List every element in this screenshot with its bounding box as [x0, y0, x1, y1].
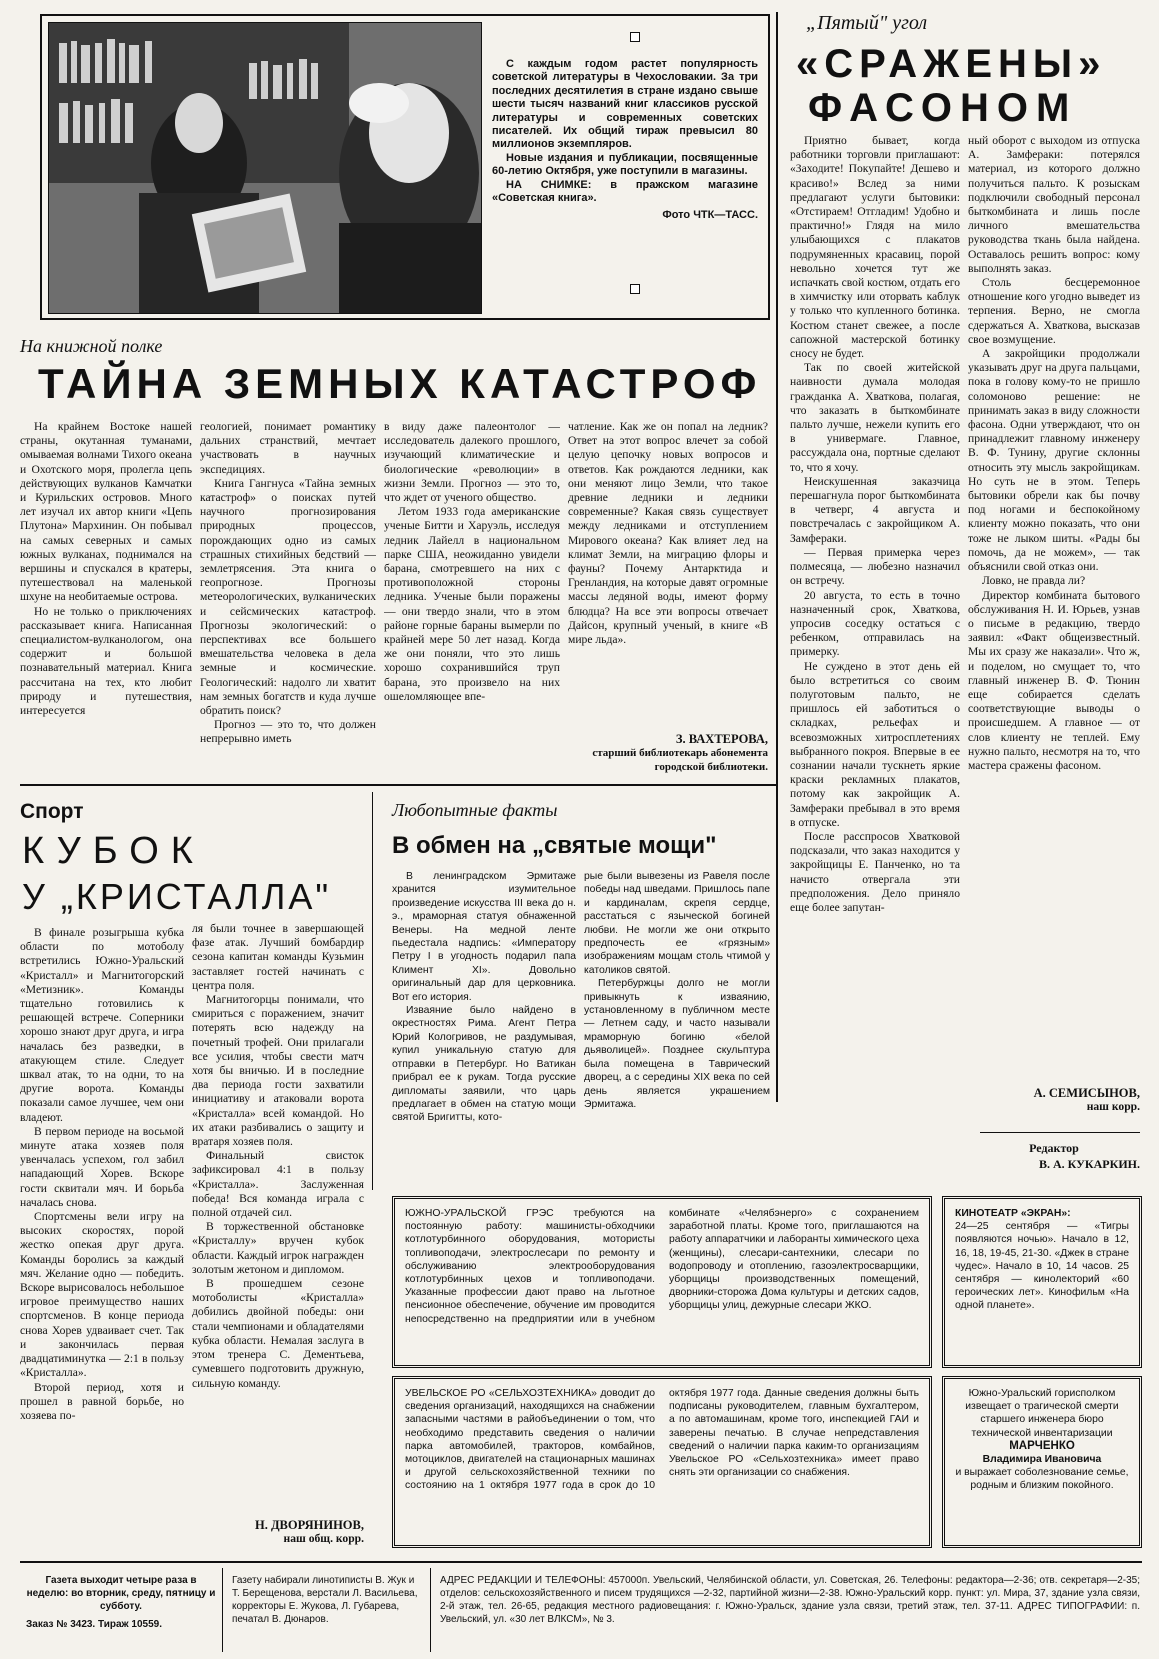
- photo-frame: [40, 14, 770, 320]
- paragraph: После расспросов Хватковой подсказали, что заказ находится у закройщицы Е. Панченко, но та начисто отвергала эти предположения. Дело приняло еще более запутан-: [790, 829, 960, 914]
- column-divider: [372, 792, 373, 1190]
- paragraph: Но не только о приключениях рассказывает книга. Написанная специалистом-вулканологом, она содержит и большой познавательный материал. Книга рассчитана на тех, кто любит природу и путешествия, интересуется: [20, 604, 192, 718]
- sport-rubric: Спорт: [20, 800, 84, 823]
- corner-marker: [630, 284, 640, 294]
- ad-gres: [392, 1196, 932, 1368]
- paragraph: В первом периоде на восьмой минуте атака хозяев поля увенчалась успехом, гол забил нападающий Хорев. Вскоре гости сквитали мяч. И борьба началась снова.: [20, 1124, 184, 1209]
- paragraph: Ловко, не правда ли?: [982, 574, 1086, 588]
- author-role: старший библиотекарь абонемента городской библиотеки.: [592, 747, 768, 773]
- facts-headline: В обмен на „святые мощи": [392, 832, 717, 859]
- paragraph: Летом 1933 года американские ученые Битти и Харуэль, исследуя ледник Лайелл в национальном парке США, неожиданно увидели барана, смотревшего на них с противоположной стороны ледника. Ученые были поражены — они твердо знали, что в этом районе горные бараны вымерли по крайней мере 50 лет назад. Когда же они поняли, что это лишь хорошо сохранившийся труп барана, это произвело на них ошеломляющее впе-: [384, 505, 560, 703]
- fifth-column-1: [790, 134, 960, 1180]
- editor-divider: [980, 1132, 1140, 1133]
- paragraph: На крайнем Востоке нашей страны, окутанная туманами, омываемая волнами Тихого океана и Охотского моря, пролегла цепь действующих вулканов Камчатки и Курильских островов. Много лет изучал их автор книги «Цепь Плутона» Мархинин. Он побывал на самых северных и самых южных вулканах, поднимался на вершины и спускался в кратеры, путешествовал на маленькой шхуне на необитаемые острова.: [20, 420, 192, 604]
- footer-divider: [430, 1568, 431, 1652]
- author-role: наш общ. корр.: [283, 1532, 364, 1545]
- paragraph: Петербуржцы долго не могли привыкнуть к изваянию, установленному в публичном месте — Летнем саду, и часто называли мраморную богиню «белой дьяволицей». Позднее скульптура была помещена в Таврический дворец, а с середины XIX века по сей день является украшением Эрмитажа.: [584, 978, 770, 1110]
- column-divider: [776, 12, 778, 1102]
- paragraph: Изваяние было найдено в окрестностях Рима. Агент Петра Юрий Кологривов, не раздумывая, купил уникальную статую для отправки в Петербург. Но Ватикан прибрал ее к рукам. Тогда русские дипломаты заявили, что царь предлагает в обмен на статую мощи святой Бригитты, кото-: [392, 1005, 576, 1124]
- facts-rubric: Любопытные факты: [392, 800, 558, 820]
- cinema-text: 24—25 сентября — «Тигры появляются ночью». Начало в 12, 16, 18, 19-45, 21-30. «Джек в стране чудес». Начало в 10, 14 часов. 25 сентября — кинолекторий «60 героических лет». Кинофильм «На одной планете».: [955, 1221, 1129, 1312]
- paragraph: Книга Гангнуса «Тайна земных катастроф» о поисках путей научного прогнозирования природных процессов, порождающих одно из самых страшных стихийных бедствий — землетрясения. Эта книга о геопрогнозе. Прогнозы метеорологических, вулканических и сейсмических катастроф. Прогнозы экологический: о перспективах все большего вмешательства человека в дела земные и космические. Геологический: надолго ли хватит нам земных богатств и куда лучше обратить поиск?: [200, 476, 376, 718]
- photo-caption: [492, 58, 758, 223]
- paragraph: В торжественной обстановке «Кристаллу» вручен кубок области. Каждый игрок награжден золотым жетоном и дипломом.: [192, 1220, 364, 1276]
- bookstore-photo: [48, 22, 482, 314]
- footer-address: АДРЕС РЕДАКЦИИ И ТЕЛЕФОНЫ: 457000п. Увельский, Челябинской области, ул. Советская, 26. Телефоны: редактора—2-36; отв. секретаря—2-35; отделов: сельскохозяйственного и писем трудящихся —2-32, партийной жизни—2-38. Южно-Уральский корр. пункт: ул. Мира, 37, здание узла связи, 2-й этаж, тел. 26-65, редакция местного радиовещания: г. Южно-Уральск, здание узла связи, третий этаж, тел. 37-11. АДРЕС ТИПОГРАФИИ: п. Увельский, ул. «30 лет ВЛКСМ», № 3.: [440, 1575, 1140, 1625]
- paragraph: В прошедшем сезоне мотоболисты «Кристалла» добились двойной победы: они стали чемпионами и обладателями кубка области. Немалая заслуга в этом тренера С. Дементьева, сумевшего подготовить дружную, сильную команду.: [192, 1277, 364, 1390]
- footer-schedule-text: Газета выходит четыре раза в неделю: во вторник, среду, пятницу и субботу.: [26, 1575, 216, 1612]
- paragraph: Прогноз — это то, что должен непрерывно иметь: [200, 718, 376, 746]
- paragraph: геологией, понимает романтику дальних странствий, мечтает участвовать в научных экспедициях.: [200, 420, 376, 476]
- books-rubric: На книжной полке: [20, 336, 163, 356]
- editor-label: Редактор: [1029, 1141, 1079, 1155]
- paragraph: Неискушенная заказчица перешагнула порог быткомбината в четверг, 4 августа и повстречалась с закройщиком А. Замфераки.: [790, 474, 960, 545]
- books-column-3: [384, 420, 560, 776]
- paragraph: ля были точнее в завершающей фазе атак. Лучший бомбардир сезона капитан команды Кузьмин заставляет гостей начинать с центра поля.: [192, 922, 364, 992]
- fifth-rubric: „Пятый" угол: [806, 12, 928, 34]
- paragraph: А закройщики продолжали указывать друг на друга пальцами, пока в голову кому-то не пришло соломоново решение: не принимать заказ в виду сложности фасона. Одни утверждают, что он принадлежит главному инженеру В. Ф. Тунину, другие склонны относить эту мысль закройщикам. Но суть не в этом. Теперь бытовики обрели как бы почву под ногами и беспокойному клиенту можно показать, что они тоже не лыком шиты. «Рады бы помочь, да не можем», — так объяснили свой отказ они.: [968, 347, 1140, 574]
- sport-signature: [192, 1518, 364, 1546]
- photo-credit: Фото ЧТК—ТАСС.: [662, 209, 758, 222]
- section-divider: [20, 1561, 1142, 1563]
- ad-selhoztehnika: [392, 1376, 932, 1548]
- editor-name: В. А. КУКАРКИН.: [1038, 1157, 1140, 1171]
- sport-headline-line1: КУБОК: [22, 830, 205, 872]
- author-name: Н. ДВОРЯНИНОВ,: [254, 1518, 364, 1532]
- paragraph: чатление. Как же он попал на ледник? Ответ на этот вопрос влечет за собой целую цепочку новых вопросов и ответов. Как рождаются ледники, как они меняют лицо Земли, что такое древние ледники и ледники современные? Какая связь существует между ледниками и отступлением Мирового океана? Как влияет лед на климат Земли, на миграцию флоры и фауны? Почему Антарктида и Гренландия, на которые давят огромные массы ледяной воды, имеют форму блюдца? На все эти вопросы отвечает Дайсон, крупный ученый, в книге «В мире льда».: [568, 420, 768, 647]
- paragraph: в виду даже палеонтолог — исследователь далекого прошлого, изучающий климатические и биологические «революции» в жизни Земли. Прогноз — это то, что ждет от ученого общество.: [384, 420, 560, 505]
- paragraph: Магнитогорцы понимали, что смириться с поражением, значит потерять всю надежду на почетный трофей. Они прилагали все усилия, чтобы свести матч хотя бы вничью. И в последние два периода гости захватили инициативу и атаковали ворота «Кристалла» всей командой. Но их атаки разбивались о защиту и вратаря хозяев поля.: [192, 993, 364, 1149]
- paragraph: Так по своей житейской наивности думала молодая гражданка А. Хваткова, полагая, что заказать в быткомбинате пальто лучше, нежели купить его в универмаге. Главное, рассуждала она, портные сделают то, что я хочу.: [790, 361, 960, 474]
- sport-column-2: [192, 922, 364, 1516]
- books-column-2: [200, 420, 376, 776]
- paragraph: Второй период, хотя и прошел в равной борьбе, но хозяева по-: [20, 1380, 184, 1422]
- obituary-text: Южно-Уральский горисполком извещает о трагической смерти старшего инженера бюро технической инвентаризации: [965, 1388, 1119, 1439]
- paragraph: В ленинградском Эрмитаже хранится изумительное произведение искусства III века до н. э., мраморная статуя обнаженной Венеры. На медной ленте пьедестала надпись: «Императору Петру I в угодность подарил папа Климент XI». Довольно оригинальный дар для церковника. Вот его история.: [392, 871, 576, 1003]
- paragraph: Столь бесцеремонное отношение кого угодно выведет из терпения. Верно, не смогла сдержаться А. Хваткова, высказав свое возмущение.: [968, 276, 1140, 346]
- paragraph: — Первая примерка через полмесяца, — любезно назначил он встречу.: [790, 545, 960, 588]
- paragraph: Директор комбината бытового обслуживания Н. И. Юрьев, узнав о письме в редакцию, твердо заявил: «Факт общеизвестный. Мы их сразу же наказали». Что ж, и поделом, но смущает то, что главный инженер В. Ф. Тюнин еще собирается сделать соответствующие выводы о происшедшем. А главное — от слов клиенту не теплей. Ему нужно пальто, несмотря на то, что мастера сражены фасоном.: [968, 588, 1140, 772]
- photo-caption-text: Новые издания и публикации, посвященные 60-летию Октября, уже поступили в магазины.: [492, 151, 758, 178]
- footer-divider: [222, 1568, 223, 1652]
- paragraph: 20 августа, то есть в точно назначенный срок, Хваткова, упросив соседку остаться с ребенком, отправилась на примерку.: [790, 588, 960, 659]
- cinema-notice: [942, 1196, 1142, 1368]
- paragraph: Приятно бывает, когда работники торговли приглашают: «Заходите! Покупайте! Дешево и красиво!» Вслед за ними предлагают услуги бытовики: «Отстираем! Отгладим! Удобно и практично!» Глядя на мило улыбающихся с плакатов подрумяненных красавиц, порой невольно хочется тут же испачкать свой костюм, отдать его в химчистку или оторвать каблук у только что купленного ботинка. Костюм станет свежее, а после сапожной мастерской ботинку сносу не будет.: [790, 134, 960, 361]
- fifth-headline-line2: ФАСОНОМ: [808, 86, 1078, 130]
- paragraph: Не суждено в этот день ей было встретиться со своим полуготовым пальто, не пришлось ей заботиться о складках, рельефах и всевозможных хитросплетениях выбранного покроя. Впервые в ее сознании начали тускнеть яркие краски рекламных плакатов, потому как закройщик А. Замфераки пребывал в это время в отпуске.: [790, 659, 960, 829]
- sport-column-1: [20, 926, 184, 1546]
- section-divider: [20, 784, 776, 786]
- fifth-signature: [968, 1086, 1140, 1114]
- paragraph: Спортсмены вели игру на высоких скоростях, порой жестко опекая друг друга. Команды боролись за каждый мяч. Желание одно — победить. Вскоре вырисовалось небольшое игровое преимущество наших спортсменов. В конце периода снова Хорев удваивает счет. Так и закончилась первая двадцатиминутка — 2:1 в пользу «Кристалла».: [20, 1210, 184, 1380]
- facts-column-2: [584, 870, 770, 1178]
- cinema-title: КИНОТЕАТР «ЭКРАН»:: [955, 1208, 1071, 1219]
- books-column-4: [568, 420, 768, 728]
- author-role: наш корр.: [1086, 1100, 1140, 1113]
- paragraph: В финале розыгрыша кубка области по мотоболу встретились Южно-Уральский «Кристалл» и Магнитогорский «Метизник». Команды тщательно готовились к решающей встрече. Соперники хорошо знают друг друга, и игра началась без разведки, в атакующем стиле. Следует шквал атак, то на одни, то на другие ворота. Команды показали самое лучшее, чем они владеют.: [20, 926, 184, 1124]
- obituary-name: Владимира Ивановича: [982, 1454, 1102, 1466]
- corner-marker: [630, 32, 640, 42]
- obituary-name: МАРЧЕНКО: [1009, 1439, 1075, 1452]
- ad-selhoztehnika-text: УВЕЛЬСКОЕ РО «СЕЛЬХОЗТЕХНИКА» доводит до сведения организаций, находящихся на снабжении запасными частями в райобъединении о том, что необходимо представить сведения о наличии парка автомобилей, тракторов, комбайнов, мотоциклов, двигателей на стационарных машинах и другой сельскохозяйственной техники по состоянию на 1 октября 1977 года в срок до 10 октября 1977 года. Данные сведения должны быть подписаны руководителем, главным бухгалтером, а по автомашинам, кроме того, инспекцией ГАИ и заверены печатью. В случае непредставления сведений о наличии парка каким-то организациям Увельское РО «Сельхозтехника» имеет право снять эти организации со снабжения.: [405, 1388, 919, 1492]
- photo-caption-text: НА СНИМКЕ: в пражском магазине «Советская книга».: [492, 178, 758, 205]
- obituary-text: и выражает соболезнование семье, родным и близким покойного.: [955, 1467, 1129, 1492]
- footer-order: Заказ № 3423. Тираж 10559.: [26, 1619, 162, 1630]
- fifth-column-2: [968, 134, 1140, 1082]
- author-name: З. ВАХТЕРОВА,: [675, 732, 768, 746]
- obituary: [942, 1376, 1142, 1548]
- paragraph: ный оборот с выходом из отпуска А. Замфераки: потерялся материал, из которого должно получиться пальто. К розыскам подключили свободный персонал быткомбината и лишь после личного вмешательства руководства ткань была найдена. Оставалось решить вопрос: кому выполнять заказ.: [968, 134, 1140, 275]
- ad-gres-text: ЮЖНО-УРАЛЬСКОЙ ГРЭС требуются на постоянную работу: машинисты-обходчики котлотурбинного оборудования, мотористы топливоподачи, электрослесари по ремонту и обслуживанию электрооборудования котлотурбинных цехов и топливоподачи. Указанные профессии дают право на льготное пенсионное обеспечение, обучение им проводится непосредственно на предприятии или в учебном комбинате «Челябэнерго» с сохранением заработной платы. Кроме того, приглашаются на работу аппаратчики и лаборанты химического цеха (женщины), слесари-сантехники, слесари по водопроводу и отоплению, газоэлектросварщики, уборщицы производственных помещений, дворники-сторожа Дома культуры и детских садов, уборщицы улиц, дежурные слесари ЖКО.: [405, 1208, 919, 1325]
- books-headline: ТАЙНА ЗЕМНЫХ КАТАСТРОФ: [38, 360, 762, 407]
- books-signature: [568, 732, 768, 774]
- footer-schedule: [26, 1574, 216, 1646]
- paragraph: рые были вывезены из Равеля после победы над шведами. Пришлось папе и кардиналам, скрепя сердце, расстаться с языческой богиней любви. Не могли же они открыто предпочесть ее «грязным» изображениям мощам столь чтимой у католиков святой.: [584, 871, 770, 976]
- fifth-headline-line1: «СРАЖЕНЫ»: [796, 42, 1107, 86]
- footer-staff: Газету набирали линотиписты В. Жук и Т. Берещенова, верстали Л. Васильева, корректоры Е. Жукова, Л. Губарева, печатал В. Дюнаров.: [232, 1575, 418, 1625]
- facts-column-1: [392, 870, 576, 1178]
- editor-block: [968, 1140, 1140, 1172]
- books-column-1: [20, 420, 192, 776]
- paragraph: Финальный свисток зафиксировал 4:1 в пользу «Кристалла». Заслуженная победа! Вся команда играла с полной отдачей сил.: [192, 1149, 364, 1220]
- author-name: А. СЕМИСЫНОВ,: [1033, 1086, 1140, 1100]
- bookstore-photo-image: [49, 23, 481, 313]
- photo-caption-text: С каждым годом растет популярность советской литературы в Чехословакии. За три последних десятилетия в стране издано свыше шести тысяч названий книг классиков русской литературы и современных советских писателей. Их общий тираж превысил 80 миллионов экземпляров.: [492, 58, 758, 151]
- sport-headline-line2: У „КРИСТАЛЛА": [22, 876, 332, 917]
